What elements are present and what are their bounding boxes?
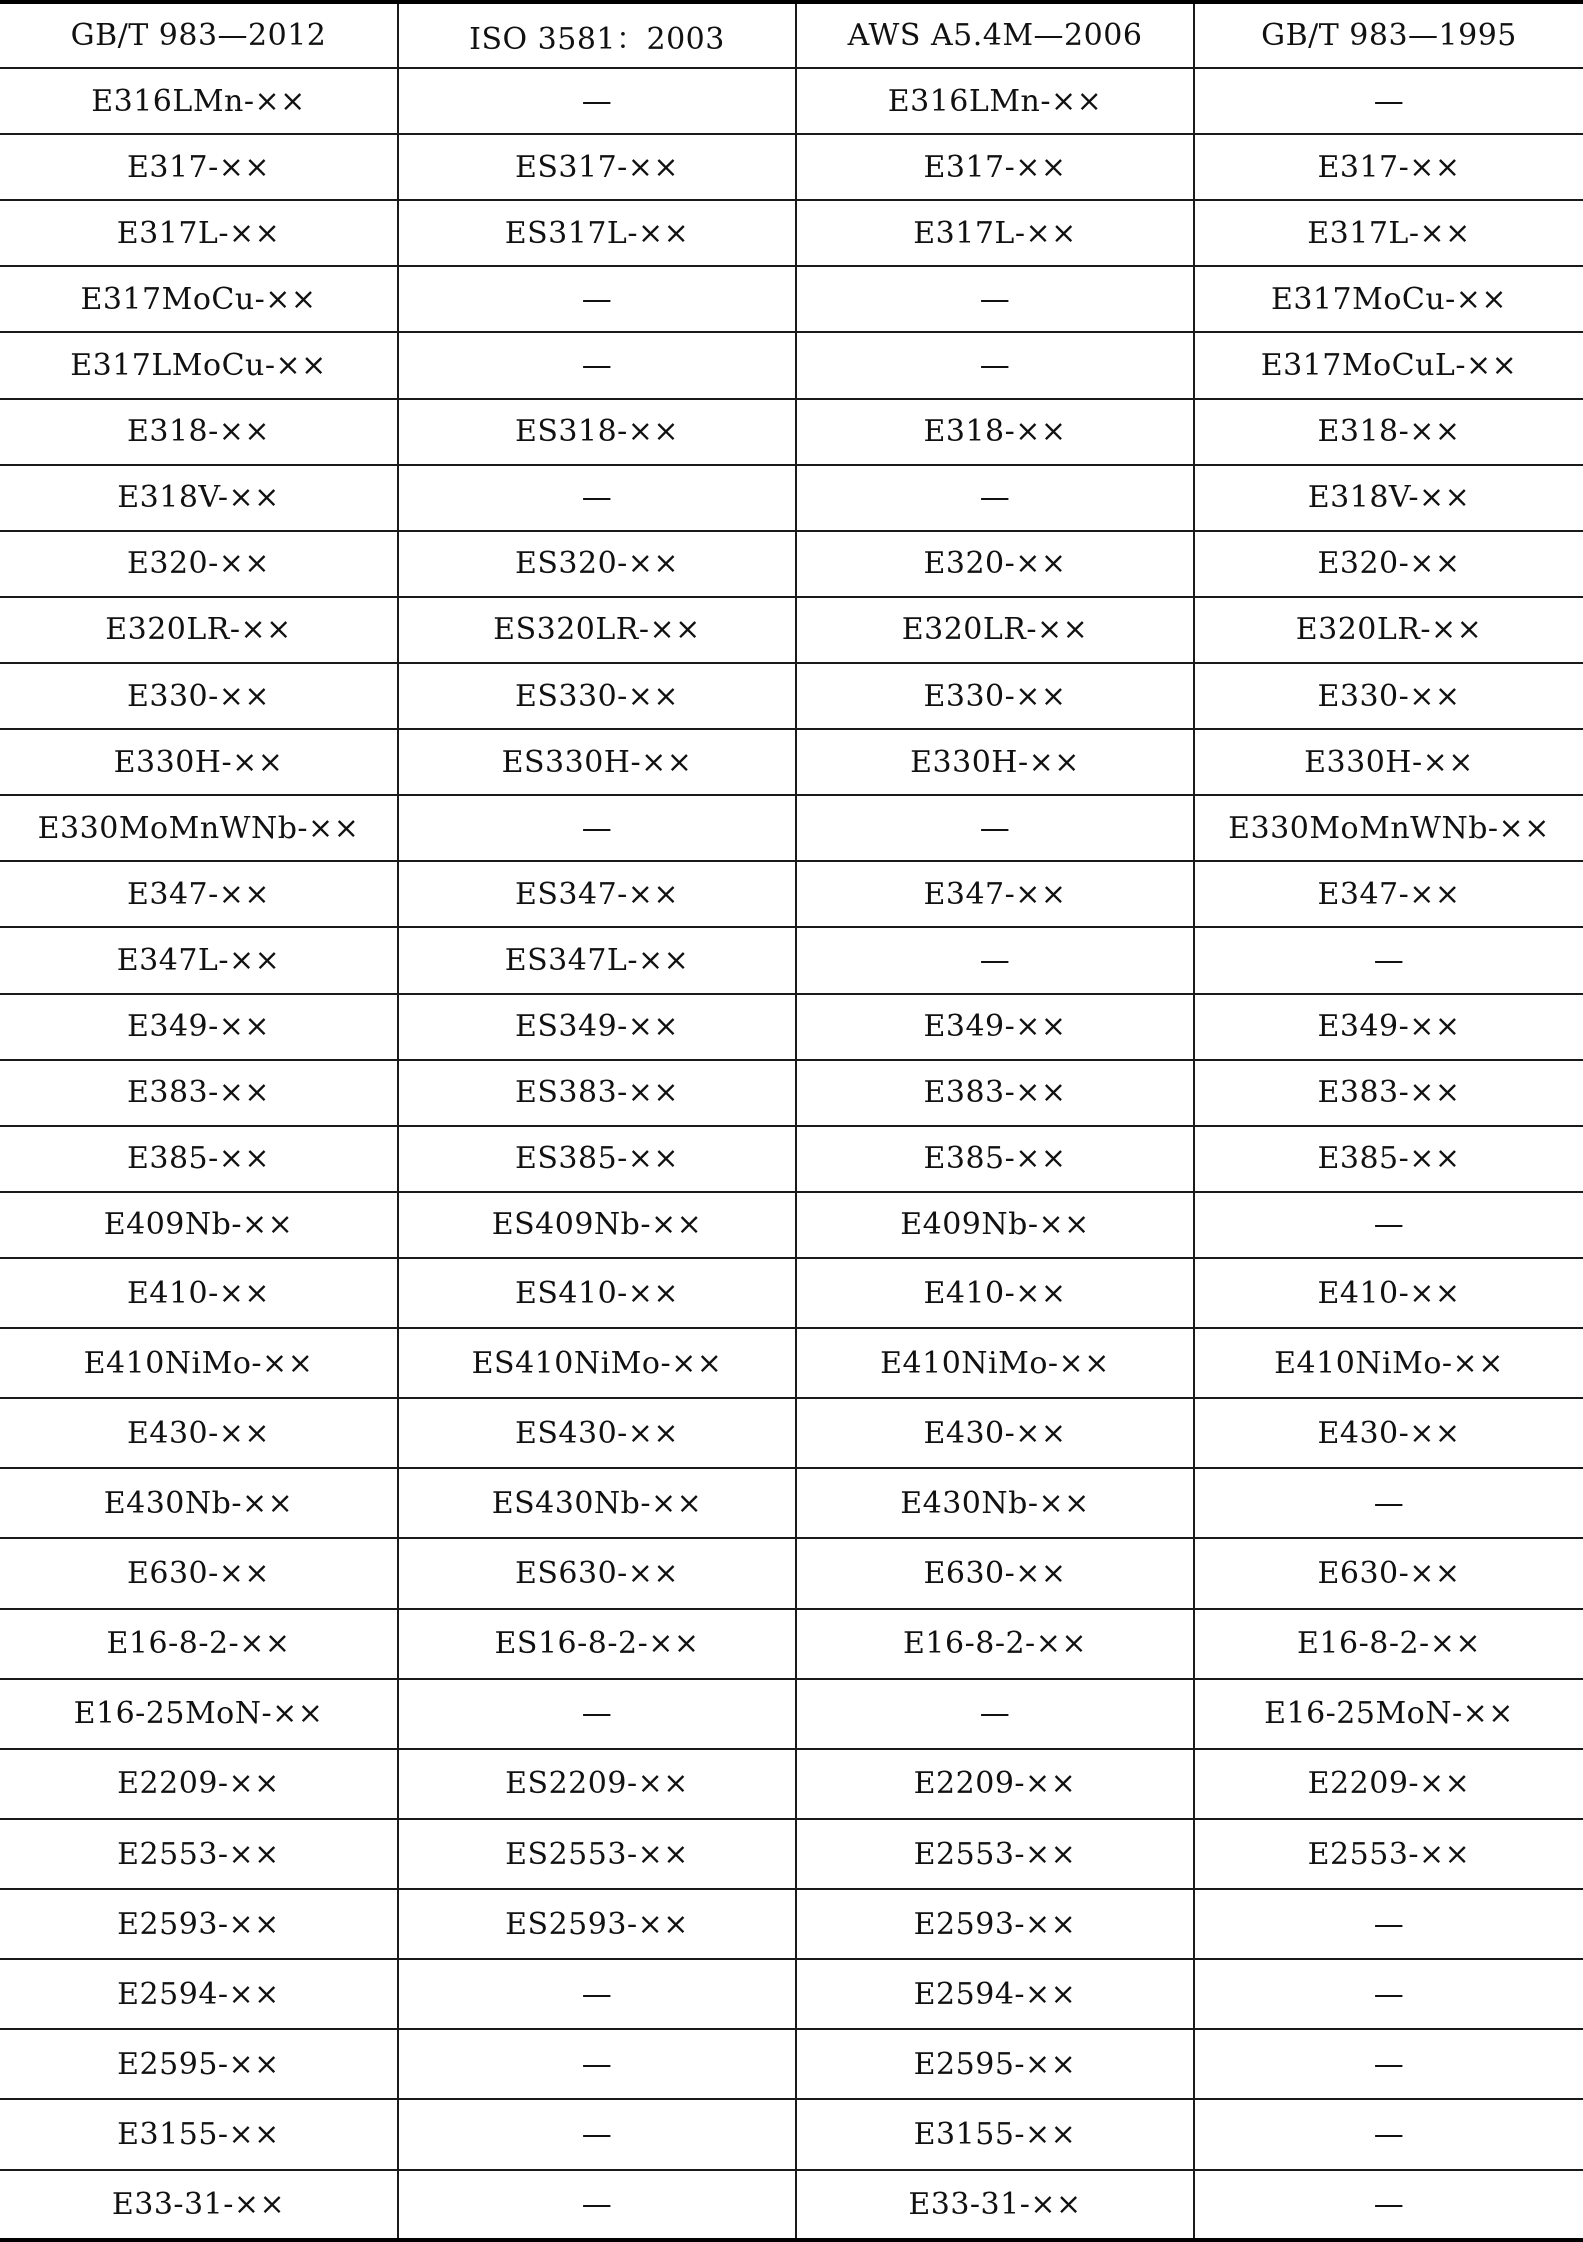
aws-a54m-2006-cell: E16-8-2-×× — [796, 1609, 1194, 1679]
iso3581-2003-cell: ES320-×× — [398, 531, 796, 597]
gbt983-1995-cell: E318V-×× — [1194, 465, 1583, 531]
aws-a54m-2006-cell: E630-×× — [796, 1538, 1194, 1608]
gbt983-1995-cell: — — [1194, 1889, 1583, 1959]
gbt983-1995-cell: E330H-×× — [1194, 729, 1583, 795]
aws-a54m-2006-cell: E2553-×× — [796, 1819, 1194, 1889]
iso3581-2003-cell: — — [398, 465, 796, 531]
gbt983-1995-cell: E385-×× — [1194, 1126, 1583, 1192]
table-row — [0, 1126, 1583, 1192]
gbt983-2012-cell: E630-×× — [0, 1538, 398, 1608]
iso3581-2003-cell: ES318-×× — [398, 399, 796, 465]
table-row — [0, 531, 1583, 597]
gbt983-2012-cell: E318-×× — [0, 399, 398, 465]
iso3581-2003-cell: ES385-×× — [398, 1126, 796, 1192]
gbt983-1995-cell: — — [1194, 2099, 1583, 2169]
gbt983-1995-cell: E16-25MoN-×× — [1194, 1679, 1583, 1749]
iso3581-2003-cell: ES347-×× — [398, 861, 796, 927]
gbt983-2012-cell: E318V-×× — [0, 465, 398, 531]
table-row — [0, 861, 1583, 927]
iso3581-2003-cell: ES383-×× — [398, 1060, 796, 1126]
table-row — [0, 1959, 1583, 2029]
gbt983-2012-cell: E385-×× — [0, 1126, 398, 1192]
table-row — [0, 2099, 1583, 2169]
gbt983-2012-cell: E16-8-2-×× — [0, 1609, 398, 1679]
gbt983-2012-cell: E317L-×× — [0, 200, 398, 266]
table-row — [0, 927, 1583, 993]
aws-a54m-2006-cell: E320LR-×× — [796, 597, 1194, 663]
aws-a54m-2006-cell: E330-×× — [796, 663, 1194, 729]
aws-a54m-2006-cell: — — [796, 927, 1194, 993]
iso3581-2003-cell: — — [398, 2099, 796, 2169]
iso3581-2003-cell: — — [398, 68, 796, 134]
table-row — [0, 1258, 1583, 1328]
gbt983-2012-cell: E330-×× — [0, 663, 398, 729]
gbt983-2012-cell: E409Nb-×× — [0, 1192, 398, 1258]
gbt983-1995-cell: E318-×× — [1194, 399, 1583, 465]
iso3581-2003-cell: — — [398, 266, 796, 332]
gbt983-1995-cell: E320-×× — [1194, 531, 1583, 597]
table-row — [0, 1192, 1583, 1258]
aws-a54m-2006-cell: — — [796, 266, 1194, 332]
table-row — [0, 1060, 1583, 1126]
table-row — [0, 200, 1583, 266]
header-gbt983-2012: GB/T 983—2012 — [0, 2, 398, 68]
table-row — [0, 1609, 1583, 1679]
table-row — [0, 68, 1583, 134]
iso3581-2003-cell: — — [398, 2170, 796, 2240]
gbt983-1995-cell: E2209-×× — [1194, 1749, 1583, 1819]
gbt983-1995-cell: — — [1194, 1468, 1583, 1538]
iso3581-2003-cell: ES347L-×× — [398, 927, 796, 993]
table-row — [0, 399, 1583, 465]
aws-a54m-2006-cell: E317-×× — [796, 134, 1194, 200]
iso3581-2003-cell: — — [398, 795, 796, 861]
gbt983-1995-cell: E330-×× — [1194, 663, 1583, 729]
aws-a54m-2006-cell: E349-×× — [796, 994, 1194, 1060]
gbt983-1995-cell: — — [1194, 2029, 1583, 2099]
aws-a54m-2006-cell: E2209-×× — [796, 1749, 1194, 1819]
aws-a54m-2006-cell: E430-×× — [796, 1398, 1194, 1468]
aws-a54m-2006-cell: E318-×× — [796, 399, 1194, 465]
table-row — [0, 1749, 1583, 1819]
aws-a54m-2006-cell: E3155-×× — [796, 2099, 1194, 2169]
table-row — [0, 465, 1583, 531]
table-row — [0, 1538, 1583, 1608]
gbt983-1995-cell: — — [1194, 1192, 1583, 1258]
aws-a54m-2006-cell: — — [796, 465, 1194, 531]
table-row — [0, 1328, 1583, 1398]
aws-a54m-2006-cell: E385-×× — [796, 1126, 1194, 1192]
gbt983-1995-cell: — — [1194, 68, 1583, 134]
aws-a54m-2006-cell: E347-×× — [796, 861, 1194, 927]
gbt983-2012-cell: E330MoMnWNb-×× — [0, 795, 398, 861]
gbt983-1995-cell: E347-×× — [1194, 861, 1583, 927]
aws-a54m-2006-cell: — — [796, 1679, 1194, 1749]
aws-a54m-2006-cell: E2593-×× — [796, 1889, 1194, 1959]
gbt983-2012-cell: E317-×× — [0, 134, 398, 200]
gbt983-1995-cell: E317L-×× — [1194, 200, 1583, 266]
aws-a54m-2006-cell: E317L-×× — [796, 200, 1194, 266]
gbt983-2012-cell: E330H-×× — [0, 729, 398, 795]
gbt983-1995-cell: E430-×× — [1194, 1398, 1583, 1468]
gbt983-2012-cell: E2595-×× — [0, 2029, 398, 2099]
iso3581-2003-cell: ES410NiMo-×× — [398, 1328, 796, 1398]
gbt983-1995-cell: E630-×× — [1194, 1538, 1583, 1608]
aws-a54m-2006-cell: — — [796, 795, 1194, 861]
gbt983-2012-cell: E320-×× — [0, 531, 398, 597]
header-row — [0, 2, 1583, 68]
gbt983-2012-cell: E383-×× — [0, 1060, 398, 1126]
table-row — [0, 597, 1583, 663]
iso3581-2003-cell: ES349-×× — [398, 994, 796, 1060]
table-row — [0, 2029, 1583, 2099]
gbt983-1995-cell: E410NiMo-×× — [1194, 1328, 1583, 1398]
gbt983-1995-cell: E410-×× — [1194, 1258, 1583, 1328]
iso3581-2003-cell: ES330H-×× — [398, 729, 796, 795]
table-header — [0, 2, 1583, 68]
gbt983-1995-cell: E330MoMnWNb-×× — [1194, 795, 1583, 861]
table-row — [0, 1679, 1583, 1749]
gbt983-2012-cell: E3155-×× — [0, 2099, 398, 2169]
table-row — [0, 2170, 1583, 2240]
gbt983-2012-cell: E2209-×× — [0, 1749, 398, 1819]
gbt983-2012-cell: E317LMoCu-×× — [0, 332, 398, 398]
gbt983-2012-cell: E16-25MoN-×× — [0, 1679, 398, 1749]
table-row — [0, 1889, 1583, 1959]
iso3581-2003-cell: ES317-×× — [398, 134, 796, 200]
iso3581-2003-cell: — — [398, 1679, 796, 1749]
iso3581-2003-cell: ES2209-×× — [398, 1749, 796, 1819]
header-aws-a54m-2006: AWS A5.4M—2006 — [796, 2, 1194, 68]
aws-a54m-2006-cell: E316LMn-×× — [796, 68, 1194, 134]
gbt983-1995-cell: E320LR-×× — [1194, 597, 1583, 663]
iso3581-2003-cell: ES409Nb-×× — [398, 1192, 796, 1258]
gbt983-2012-cell: E347-×× — [0, 861, 398, 927]
iso3581-2003-cell: ES430Nb-×× — [398, 1468, 796, 1538]
gbt983-1995-cell: — — [1194, 1959, 1583, 2029]
table-row — [0, 795, 1583, 861]
aws-a54m-2006-cell: — — [796, 332, 1194, 398]
gbt983-1995-cell: E16-8-2-×× — [1194, 1609, 1583, 1679]
gbt983-1995-cell: E349-×× — [1194, 994, 1583, 1060]
gbt983-2012-cell: E2593-×× — [0, 1889, 398, 1959]
aws-a54m-2006-cell: E410-×× — [796, 1258, 1194, 1328]
iso3581-2003-cell: ES410-×× — [398, 1258, 796, 1328]
gbt983-1995-cell: — — [1194, 927, 1583, 993]
iso3581-2003-cell: — — [398, 2029, 796, 2099]
gbt983-1995-cell: E317-×× — [1194, 134, 1583, 200]
iso3581-2003-cell: ES630-×× — [398, 1538, 796, 1608]
gbt983-2012-cell: E410NiMo-×× — [0, 1328, 398, 1398]
iso3581-2003-cell: ES2593-×× — [398, 1889, 796, 1959]
aws-a54m-2006-cell: E410NiMo-×× — [796, 1328, 1194, 1398]
iso3581-2003-cell: ES317L-×× — [398, 200, 796, 266]
gbt983-2012-cell: E2553-×× — [0, 1819, 398, 1889]
table-row — [0, 729, 1583, 795]
gbt983-1995-cell: E383-×× — [1194, 1060, 1583, 1126]
aws-a54m-2006-cell: E330H-×× — [796, 729, 1194, 795]
table-row — [0, 1398, 1583, 1468]
table-row — [0, 134, 1583, 200]
aws-a54m-2006-cell: E33-31-×× — [796, 2170, 1194, 2240]
gbt983-1995-cell: E317MoCuL-×× — [1194, 332, 1583, 398]
gbt983-2012-cell: E320LR-×× — [0, 597, 398, 663]
iso3581-2003-cell: ES320LR-×× — [398, 597, 796, 663]
iso3581-2003-cell: — — [398, 1959, 796, 2029]
gbt983-2012-cell: E33-31-×× — [0, 2170, 398, 2240]
gbt983-2012-cell: E430-×× — [0, 1398, 398, 1468]
iso3581-2003-cell: ES16-8-2-×× — [398, 1609, 796, 1679]
aws-a54m-2006-cell: E430Nb-×× — [796, 1468, 1194, 1538]
table-row — [0, 1468, 1583, 1538]
aws-a54m-2006-cell: E409Nb-×× — [796, 1192, 1194, 1258]
gbt983-2012-cell: E410-×× — [0, 1258, 398, 1328]
table-row — [0, 332, 1583, 398]
iso3581-2003-cell: ES430-×× — [398, 1398, 796, 1468]
header-iso3581-2003: ISO 3581：2003 — [398, 2, 796, 68]
aws-a54m-2006-cell: E2595-×× — [796, 2029, 1194, 2099]
iso3581-2003-cell: — — [398, 332, 796, 398]
aws-a54m-2006-cell: E383-×× — [796, 1060, 1194, 1126]
gbt983-1995-cell: E317MoCu-×× — [1194, 266, 1583, 332]
gbt983-2012-cell: E349-×× — [0, 994, 398, 1060]
aws-a54m-2006-cell: E2594-×× — [796, 1959, 1194, 2029]
table-row — [0, 266, 1583, 332]
table-row — [0, 663, 1583, 729]
gbt983-2012-cell: E347L-×× — [0, 927, 398, 993]
gbt983-2012-cell: E2594-×× — [0, 1959, 398, 2029]
table-row — [0, 1819, 1583, 1889]
gbt983-2012-cell: E316LMn-×× — [0, 68, 398, 134]
gbt983-2012-cell: E317MoCu-×× — [0, 266, 398, 332]
iso3581-2003-cell: ES2553-×× — [398, 1819, 796, 1889]
gbt983-1995-cell: — — [1194, 2170, 1583, 2240]
table-body — [0, 68, 1583, 2240]
gbt983-2012-cell: E430Nb-×× — [0, 1468, 398, 1538]
gbt983-1995-cell: E2553-×× — [1194, 1819, 1583, 1889]
header-gbt983-1995: GB/T 983—1995 — [1194, 2, 1583, 68]
aws-a54m-2006-cell: E320-×× — [796, 531, 1194, 597]
iso3581-2003-cell: ES330-×× — [398, 663, 796, 729]
table-row — [0, 994, 1583, 1060]
